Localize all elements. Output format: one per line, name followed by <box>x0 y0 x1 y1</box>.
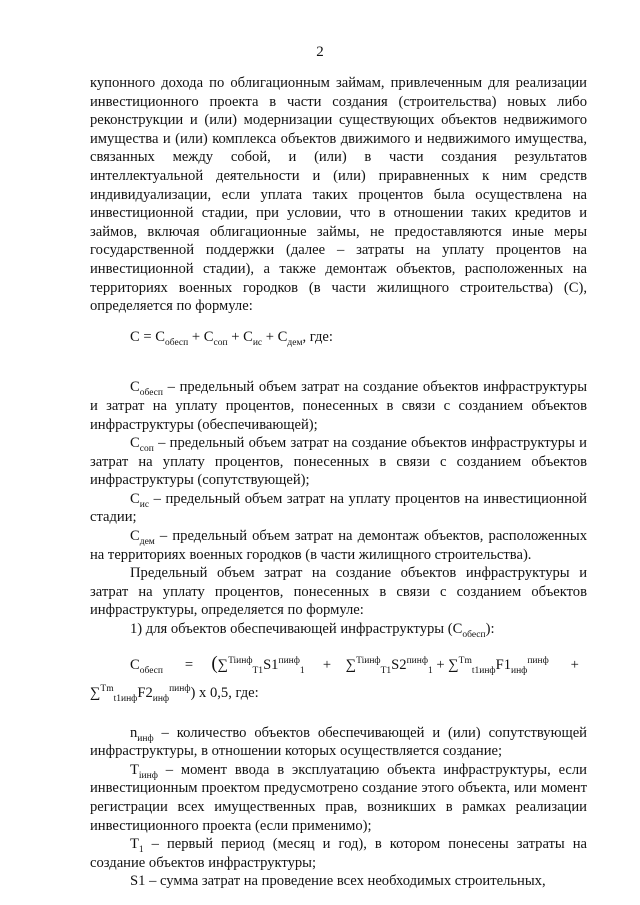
definition-n-inf: $n_{инф}$ – количество объектов обеспечивающей и (или) сопутствующей инфраструктуры, в отношении которых осуществляется создание; <box>90 724 587 760</box>
definition-t1: $T_1$ – первый период (месяц и год), в котором понесены затраты на создание объектов инфраструктуры; <box>90 836 587 871</box>
formula-total: $C = C_{обесп} + C_{соп} + C_{ис} + C_{дем}$, где: <box>130 328 333 348</box>
definition-c-obesp: $C_{обесп}$ – предельный объем затрат на создание объектов инфраструктуры и затрат на уплату процентов, понесенных в связи с созданием объектов инфраструктуры (обеспечивающей); <box>90 379 587 433</box>
definition-c-sop: $C_{соп}$ – предельный объем затрат на создание объектов инфраструктуры и затрат на уплату процентов, понесенных в связи с созданием объектов инфраструктуры (сопутствующей); <box>90 435 587 489</box>
paragraph-formula-intro: Предельный объем затрат на создание объектов инфраструктуры и затрат на уплату процентов, понесенных в связи с созданием объектов инфраструктуры, определяется по формуле: <box>90 565 587 619</box>
definition-s1: S1 – сумма затрат на проведение всех необходимых строительных, <box>130 873 546 890</box>
page-number: 2 <box>316 44 324 60</box>
item-1: 1) для объектов обеспечивающей инфраструктуры $(C_{обесп})$: <box>130 621 495 640</box>
formula-obesp-cont: $\sum^{Tm}_{t1инф}F2_{инф}^{пинф}$) x 0,5, где: <box>90 683 259 704</box>
definition-t-iinf: $T_{iинф}$ – момент ввода в эксплуатацию объекта инфраструктуры, если инвестиционным проектом предусмотрено создание этого объекта, или момент регистрации всех имущественных прав, возникших в рамках реализации инвестиционного проекта (если применимо); <box>90 761 587 834</box>
formula-obesp: $C_{обесп}$ = ($\sum^{Tiинф}_{T1}S1^{пинф}_1$ + $\sum^{Tiинф}_{T1}S2^{пинф}_1 + \sum^{Tm}_{t1инф}F1_{инф}^{пинф}$ + <box>130 652 579 676</box>
document-body <box>90 74 587 891</box>
definition-c-is: $C_{ис}$ – предельный объем затрат на уплату процентов на инвестиционной стадии; <box>90 490 587 526</box>
definition-c-dem: $C_{дем}$ – предельный объем затрат на демонтаж объектов, расположенных на территориях военных городков (в части жилищного строительства). <box>90 528 587 563</box>
intro-paragraph: купонного дохода по облигационным займам, привлеченным для реализации инвестиционного проекта в части создания (строительства) новых либо реконструкции и (или) модернизации существующих объектов недвижимого имущества и (или) комплекса объектов движимого и недвижимого имущества, связанных между собой, и (или) в части создания результатов интеллектуальной деятельности и (или) приравненных к ним средств индивидуализации, если уплата таких процентов была осуществлена на инвестиционной стадии, при условии, что в отношении таких кредитов и займов, включая облигационные займы, не предоставляются иные меры государственной поддержки (далее – затраты на уплату процентов на инвестиционной стадии), а также демонтаж объектов, расположенных на территориях военных городков (в части жилищного строительства) (C), определяется по формуле: <box>90 75 587 315</box>
